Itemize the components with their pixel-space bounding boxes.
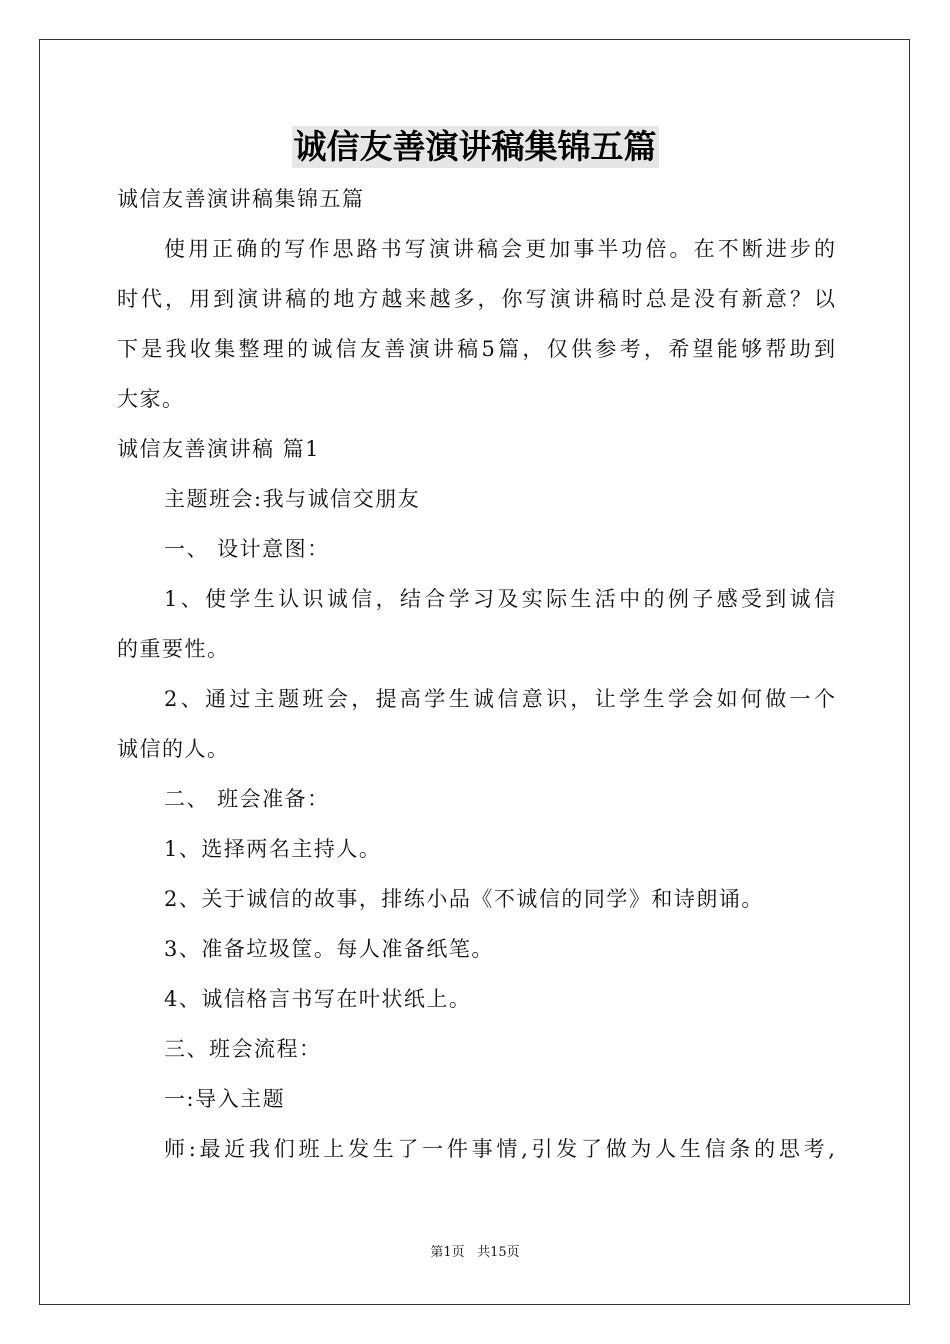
paragraph-line: 使用正确的写作思路书写演讲稿会更加事半功倍。在不断进步的: [164, 237, 835, 261]
paragraph-line: 的重要性。: [117, 637, 230, 661]
paragraph-line: 4、诚信格言书写在叶状纸上。: [164, 987, 472, 1011]
paragraph-line: 诚信的人。: [117, 737, 230, 761]
paragraph-line: 一:导入主题: [164, 1087, 286, 1111]
paragraph-line: 主题班会:我与诚信交朋友: [164, 487, 421, 511]
paragraph-line: 时代，用到演讲稿的地方越来越多，你写演讲稿时总是没有新意？以: [117, 287, 835, 311]
page-number: 第1页: [430, 1245, 465, 1260]
paragraph-line: 1、使学生认识诚信，结合学习及实际生活中的例子感受到诚信: [164, 587, 835, 611]
paragraph-line: 三、班会流程：: [164, 1037, 322, 1061]
section-heading: 诚信友善演讲稿 篇1: [117, 437, 321, 461]
paragraph-line: 下是我收集整理的诚信友善演讲稿5篇，仅供参考，希望能够帮助到: [117, 337, 835, 361]
paragraph-line: 师:最近我们班上发生了一件事情,引发了做为人生信条的思考,: [164, 1137, 835, 1161]
paragraph-line: 大家。: [117, 387, 185, 411]
paragraph-line: 2、关于诚信的故事，排练小品《不诚信的同学》和诗朗诵。: [164, 887, 764, 911]
document-body: [117, 174, 835, 1174]
paragraph-line: 2、通过主题班会，提高学生诚信意识，让学生学会如何做一个: [164, 687, 835, 711]
subtitle-line: 诚信友善演讲稿集锦五篇: [117, 187, 365, 211]
paragraph-line: 一、 设计意图：: [164, 537, 330, 561]
page-total: 共15页: [477, 1245, 520, 1260]
document-title: 诚信友善演讲稿集锦五篇: [293, 127, 657, 166]
paragraph-line: 3、准备垃圾筐。每人准备纸笔。: [164, 937, 494, 961]
title-container: [0, 126, 950, 168]
paragraph-line: 1、选择两名主持人。: [164, 837, 382, 861]
page-footer: [0, 1244, 950, 1262]
paragraph-line: 二、 班会准备：: [164, 787, 330, 811]
